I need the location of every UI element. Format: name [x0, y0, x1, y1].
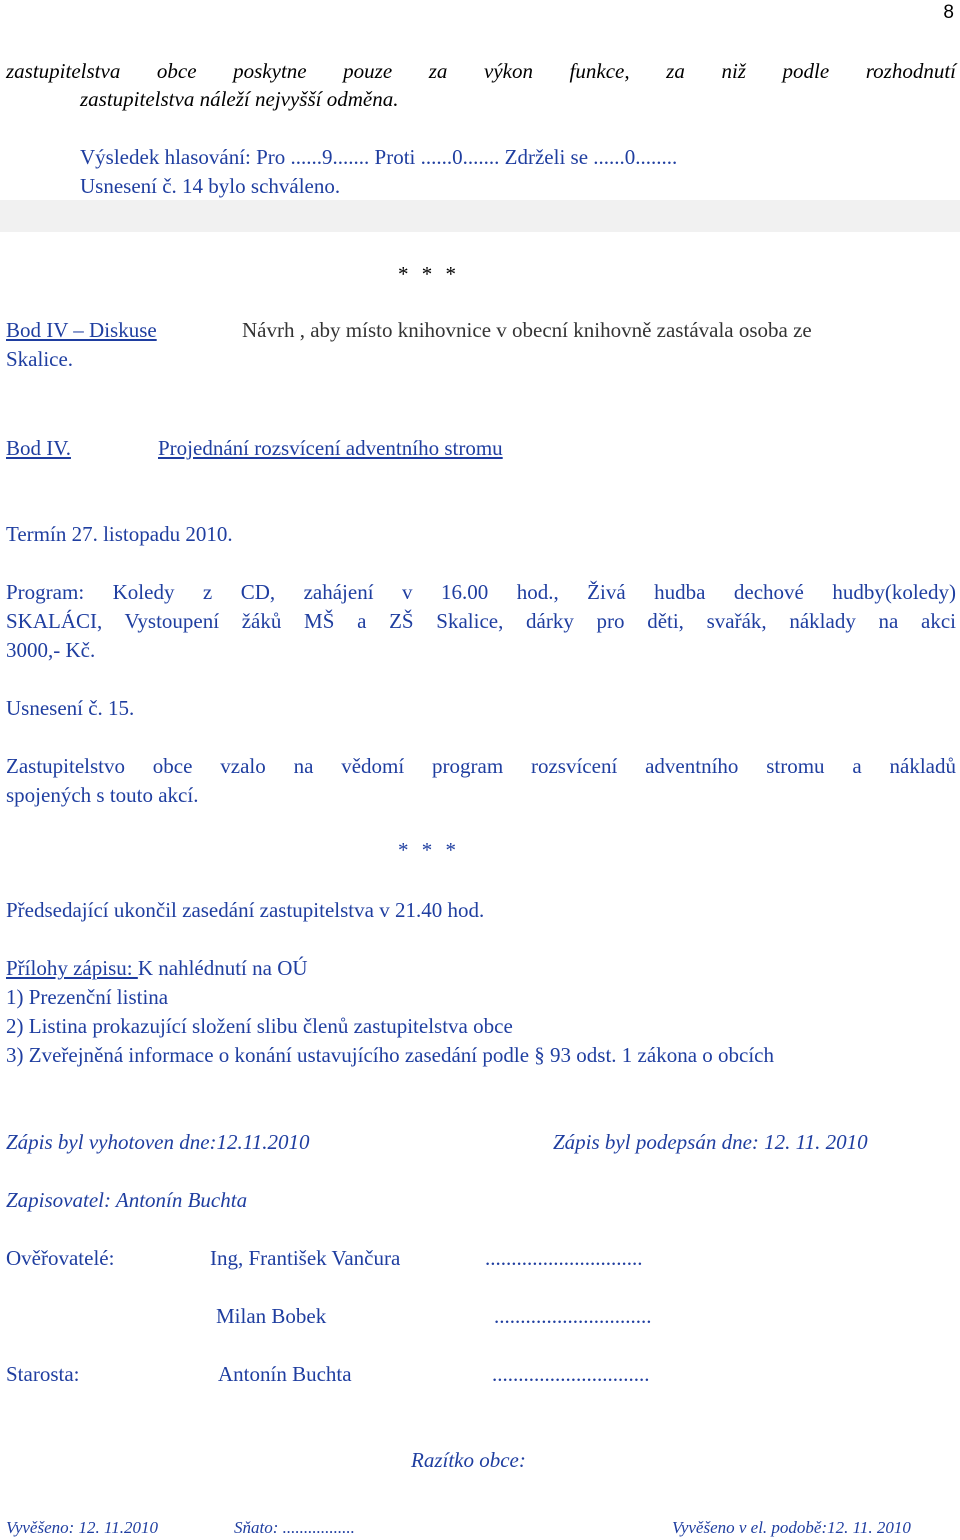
zastupitelstvo-line-2: spojených s touto akcí.: [6, 783, 199, 807]
bod-iv-title: Projednání rozsvícení adventního stromu: [158, 436, 503, 460]
separator-stars-2: * * *: [398, 838, 456, 862]
overovatel-1-name: Ing, František Vančura: [210, 1246, 401, 1270]
page-number: 8: [943, 2, 954, 23]
bod-diskuse-text: Návrh , aby místo knihovnice v obecní knihovně zastávala osoba ze: [242, 318, 812, 342]
prilohy-note: K nahlédnutí na OÚ: [137, 956, 308, 980]
footer-snato: Sňato: .................: [234, 1518, 355, 1537]
footer-vyveseno: Vyvěšeno: 12. 11.2010: [6, 1518, 159, 1537]
zapisovatel: Zapisovatel: Antonín Buchta: [6, 1188, 248, 1212]
program-line-2: SKALÁCI, Vystoupení žáků MŠ a ZŠ Skalice, dárky pro děti, svařák, náklady na akci: [6, 609, 956, 633]
priloha-item-3: 3) Zveřejněná informace o konání ustavujícího zasedání podle § 93 odst. 1 zákona o obcích: [6, 1043, 774, 1067]
prilohy-heading: [6, 956, 308, 981]
zastupitelstvo-line-1: Zastupitelstvo obce vzalo na vědomí program rozsvícení adventního stromu a nákladů: [6, 754, 956, 778]
zapis-vyhotoven: Zápis byl vyhotoven dne:12.11.2010: [6, 1130, 310, 1154]
overovatele-label: Ověřovatelé:: [6, 1246, 115, 1270]
vote-result: Výsledek hlasování: Pro ......9....... Proti ......0....... Zdrželi se ......0........: [80, 145, 678, 169]
starosta-name: Antonín Buchta: [218, 1362, 352, 1386]
program-line-1: Program: Koledy z CD, zahájení v 16.00 hod., Živá hudba dechové hudby(koledy): [6, 580, 956, 604]
intro-line-1: zastupitelstva obce poskytne pouze za výkon funkce, za niž podle rozhodnutí: [6, 59, 956, 83]
starosta-label: Starosta:: [6, 1362, 80, 1386]
starosta-signature-line: ..............................: [492, 1362, 650, 1386]
bod-diskuse-text-2: Skalice.: [6, 347, 74, 371]
footer-vyveseno-el: Vyvěšeno v el. podobě:12. 11. 2010: [672, 1518, 911, 1537]
gray-band: [0, 200, 960, 232]
termin: Termín 27. listopadu 2010.: [6, 522, 233, 546]
priloha-item-1: 1) Prezenční listina: [6, 985, 169, 1009]
program-line-3: 3000,- Kč.: [6, 638, 96, 662]
separator-stars-1: * * *: [398, 262, 456, 286]
zapis-podepsan: Zápis byl podepsán dne: 12. 11. 2010: [553, 1130, 868, 1154]
predsedajici: Předsedající ukončil zasedání zastupitelstva v 21.40 hod.: [6, 898, 485, 922]
overovatel-1-signature-line: ..............................: [485, 1246, 643, 1270]
resolution-14: Usnesení č. 14 bylo schváleno.: [80, 174, 341, 198]
razitko-obce: Razítko obce:: [411, 1448, 526, 1472]
bod-diskuse-label: Bod IV – Diskuse: [6, 318, 157, 342]
usneseni-15: Usnesení č. 15.: [6, 696, 135, 720]
bod-iv-label: Bod IV.: [6, 436, 71, 460]
overovatel-2-name: Milan Bobek: [216, 1304, 327, 1328]
intro-line-2: zastupitelstva náleží nejvyšší odměna.: [80, 87, 399, 111]
priloha-item-2: 2) Listina prokazující složení slibu členů zastupitelstva obce: [6, 1014, 513, 1038]
overovatel-2-signature-line: ..............................: [494, 1304, 652, 1328]
prilohy-label: Přílohy zápisu:: [6, 956, 138, 980]
